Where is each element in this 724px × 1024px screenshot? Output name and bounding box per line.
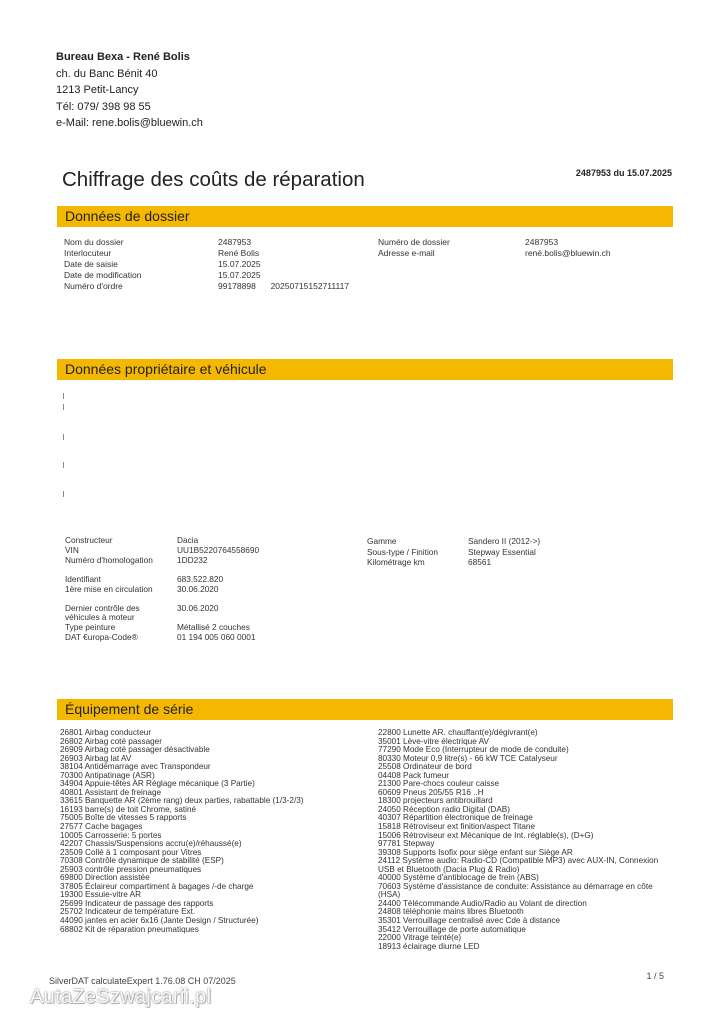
dossier-label: Adresse e-mail	[378, 248, 435, 258]
order-number: 99178898	[218, 281, 256, 291]
equipment-item: 24050 Réception radio Digital (DAB)	[378, 804, 510, 814]
dossier-value: 15.07.2025	[218, 259, 261, 269]
vehicle-value: 1DD232	[177, 555, 208, 565]
dossier-value: René Bolis	[218, 248, 260, 258]
redaction-mark	[63, 491, 64, 497]
equipment-item: 35301 Verrouillage centralisé avec Cde à distance	[378, 916, 561, 926]
dossier-label: Numéro de dossier	[378, 237, 450, 247]
equipment-item: 25903 contrôle pression pneumatiques	[60, 864, 202, 874]
vehicle-value: 68561	[468, 557, 492, 567]
dossier-label: Date de saisie	[64, 259, 118, 269]
vehicle-label: Identifiant	[65, 574, 101, 584]
equipment-item: 39308 Supports Isofix pour siège enfant sur Siège AR	[378, 847, 573, 857]
dossier-label: Nom du dossier	[64, 237, 124, 247]
dossier-right-values	[525, 237, 611, 259]
vehicle-value: Dacia	[177, 535, 199, 545]
equipment-item: 75005 Boîte de vitesses 5 rapports	[60, 813, 187, 823]
vehicle-label: VIN	[65, 545, 79, 555]
dossier-left-values	[218, 237, 349, 292]
equipment-item: 23509 Collé à 1 composant pour Vitres	[60, 847, 202, 857]
equipment-item: 16193 barre(s) de toit Chrome, satiné	[60, 804, 197, 814]
sender-address	[56, 49, 203, 132]
dossier-left-labels	[64, 237, 142, 292]
equipment-item: 70603 Système d'assistance de conduite: Assistance au démarrage en côte (HSA)	[378, 881, 653, 900]
equipment-item: 40307 Répartition électronique de freinage	[378, 813, 533, 823]
dossier-label: Interlocuteur	[64, 248, 112, 258]
sender-city: 1213 Petit-Lancy	[56, 84, 139, 96]
equipment-item: 19300 Essuie-vitre AR	[60, 890, 142, 900]
equipment-item: 70308 Contrôle dynamique de stabilité (ESP)	[60, 856, 224, 866]
dossier-value	[218, 281, 349, 292]
sender-street: ch. du Banc Bénit 40	[56, 67, 158, 80]
section-header-dossier: Données de dossier	[57, 206, 673, 227]
document-title: Chiffrage des coûts de réparation	[62, 168, 365, 191]
equipment-item: 10005 Carrosserie: 5 portes	[60, 830, 162, 840]
equipment-item: 35001 Lève-vitre électrique AV	[378, 736, 489, 746]
watermark: AutaZeSzwajcarii.pl	[30, 986, 212, 1008]
redaction-mark	[63, 462, 64, 468]
equipment-item: 42207 Chassis/Suspensions accru(e)/réhaussé(e)	[60, 839, 242, 849]
vehicle-label: Kilométrage km	[367, 557, 425, 567]
equipment-item: 26802 Airbag coté passager	[60, 736, 162, 746]
vehicle-right-labels	[367, 537, 438, 569]
equipment-item: 26801 Airbag conducteur	[60, 728, 152, 737]
equipment-item: 33615 Banquette AR (2ème rang) deux parties, rabattable (1/3-2/3)	[60, 796, 304, 806]
dossier-value: 2487953	[218, 237, 252, 247]
dossier-label: Date de modification	[64, 270, 142, 280]
order-number-2: 20250715152711117	[270, 281, 350, 291]
equipment-item: 35412 Verrouillage de porte automatique	[378, 924, 526, 934]
sender-email: e-Mail: rene.bolis@bluewin.ch	[56, 117, 203, 129]
equipment-item: 22800 Lunette AR. chauffant(e)/dégivrant(e)	[378, 728, 538, 737]
vehicle-label: Type peinture	[65, 622, 116, 632]
equipment-item: 40801 Assistant de freinage	[60, 787, 162, 797]
vehicle-value: 30.06.2020	[177, 603, 219, 613]
sender-company: Bureau Bexa - René Bolis	[56, 51, 190, 63]
vehicle-label: Numéro d'homologation	[65, 555, 153, 565]
equipment-list-left	[60, 729, 304, 934]
dossier-value: rené.bolis@bluewin.ch	[525, 248, 611, 258]
vehicle-value: 01 194 005 060 0001	[177, 632, 256, 642]
equipment-item: 18913 éclairage diurne LED	[378, 941, 480, 951]
equipment-item: 21300 Pare-chocs couleur caisse	[378, 779, 500, 789]
equipment-item: 69800 Direction assistée	[60, 873, 150, 883]
vehicle-value: 683.522.820	[177, 574, 224, 584]
equipment-item: 04408 Pack fumeur	[378, 770, 450, 780]
equipment-item: 25699 Indicateur de passage des rapports	[60, 898, 214, 908]
vehicle-value: Sandero II (2012->)	[468, 536, 541, 546]
redaction-mark	[63, 434, 64, 440]
equipment-item: 70300 Antipatinage (ASR)	[60, 770, 155, 780]
vehicle-value: Stepway Essential	[468, 546, 536, 557]
equipment-item: 34904 Appuie-têtes AR Réglage mécanique (3 Partie)	[60, 779, 255, 789]
equipment-list-right	[378, 729, 668, 951]
equipment-item: 26909 Airbag coté passager désactivable	[60, 745, 210, 755]
vehicle-label: Dernier contrôle des véhicules à moteur	[65, 603, 140, 623]
page-number: 1 / 5	[646, 971, 664, 981]
equipment-item: 77290 Mode Eco (Interrupteur de mode de conduite)	[378, 745, 569, 755]
dossier-value: 15.07.2025	[218, 270, 261, 280]
redaction-mark	[63, 404, 64, 410]
equipment-item: 24112 Système audio: Radio-CD (Compatible MP3) avec AUX-IN, Connexion USB et Bluetooth (Dacia Plug & Radio)	[378, 856, 659, 874]
vehicle-label: 1ère mise en circulation	[65, 584, 153, 594]
section-header-vehicle: Données propriétaire et véhicule	[57, 359, 673, 380]
equipment-item: 38104 Antidémarrage avec Transpondeur	[60, 762, 211, 772]
equipment-item: 24400 Télécommande Audio/Radio au Volant de direction	[378, 898, 587, 908]
equipment-item: 26903 Airbag lat AV	[60, 753, 132, 763]
dossier-label: Numéro d'ordre	[64, 281, 123, 291]
equipment-item: 80330 Moteur 0,9 litre(s) - 66 kW TCE Catalyseur	[378, 753, 558, 763]
equipment-item: 60609 Pneus 205/55 R16 ..H	[378, 787, 484, 797]
equipment-item: 37805 Éclaireur compartiment à bagages /-de charge	[60, 881, 254, 891]
vehicle-value: Métallisé 2 couches	[177, 622, 250, 632]
redaction-mark	[63, 393, 64, 399]
dossier-value: 2487953	[525, 237, 559, 247]
vehicle-value: 30.06.2020	[177, 584, 219, 594]
equipment-item: 18300 projecteurs antibrouillard	[378, 796, 493, 806]
vehicle-value: UU1B5220764558690	[177, 545, 260, 555]
equipment-item: 25702 Indicateur de température Ext.	[60, 907, 196, 917]
equipment-item: 15006 Rétroviseur ext Mécanique de Int. réglable(s), (D+G)	[378, 830, 594, 840]
document-reference: 2487953 du 15.07.2025	[575, 168, 672, 178]
dossier-right-labels	[378, 237, 450, 259]
sender-phone: Tél: 079/ 398 98 55	[56, 100, 151, 113]
footer-software-version: SilverDAT calculateExpert 1.76.08 CH 07/2025	[49, 976, 236, 986]
vehicle-left-values	[177, 536, 259, 643]
vehicle-label: Gamme	[367, 536, 397, 546]
vehicle-label: DAT €uropa-Code®	[65, 632, 138, 642]
equipment-item: 22000 Vitrage teinté(e)	[378, 933, 462, 943]
equipment-item: 15818 Rétroviseur ext finition/aspect Titane	[378, 822, 536, 832]
vehicle-right-values	[468, 537, 540, 569]
equipment-item: 97781 Stepway	[378, 839, 435, 849]
equipment-item: 40000 Système d'antiblocage de frein (ABS)	[378, 873, 539, 883]
vehicle-label: Sous-type / Finition	[367, 546, 439, 557]
vehicle-label: Constructeur	[65, 535, 113, 545]
equipment-item: 24808 téléphonie mains libres Bluetooth	[378, 907, 524, 917]
equipment-item: 27577 Cache bagages	[60, 822, 143, 832]
vehicle-left-labels	[65, 536, 175, 643]
equipment-item: 44090 jantes en acier 6x16 (Jante Design / Structurée)	[60, 916, 259, 926]
equipment-item: 68802 Kit de réparation pneumatiques	[60, 924, 199, 934]
section-header-equipment: Équipement de série	[57, 699, 673, 720]
equipment-item: 25508 Ordinateur de bord	[378, 762, 472, 772]
